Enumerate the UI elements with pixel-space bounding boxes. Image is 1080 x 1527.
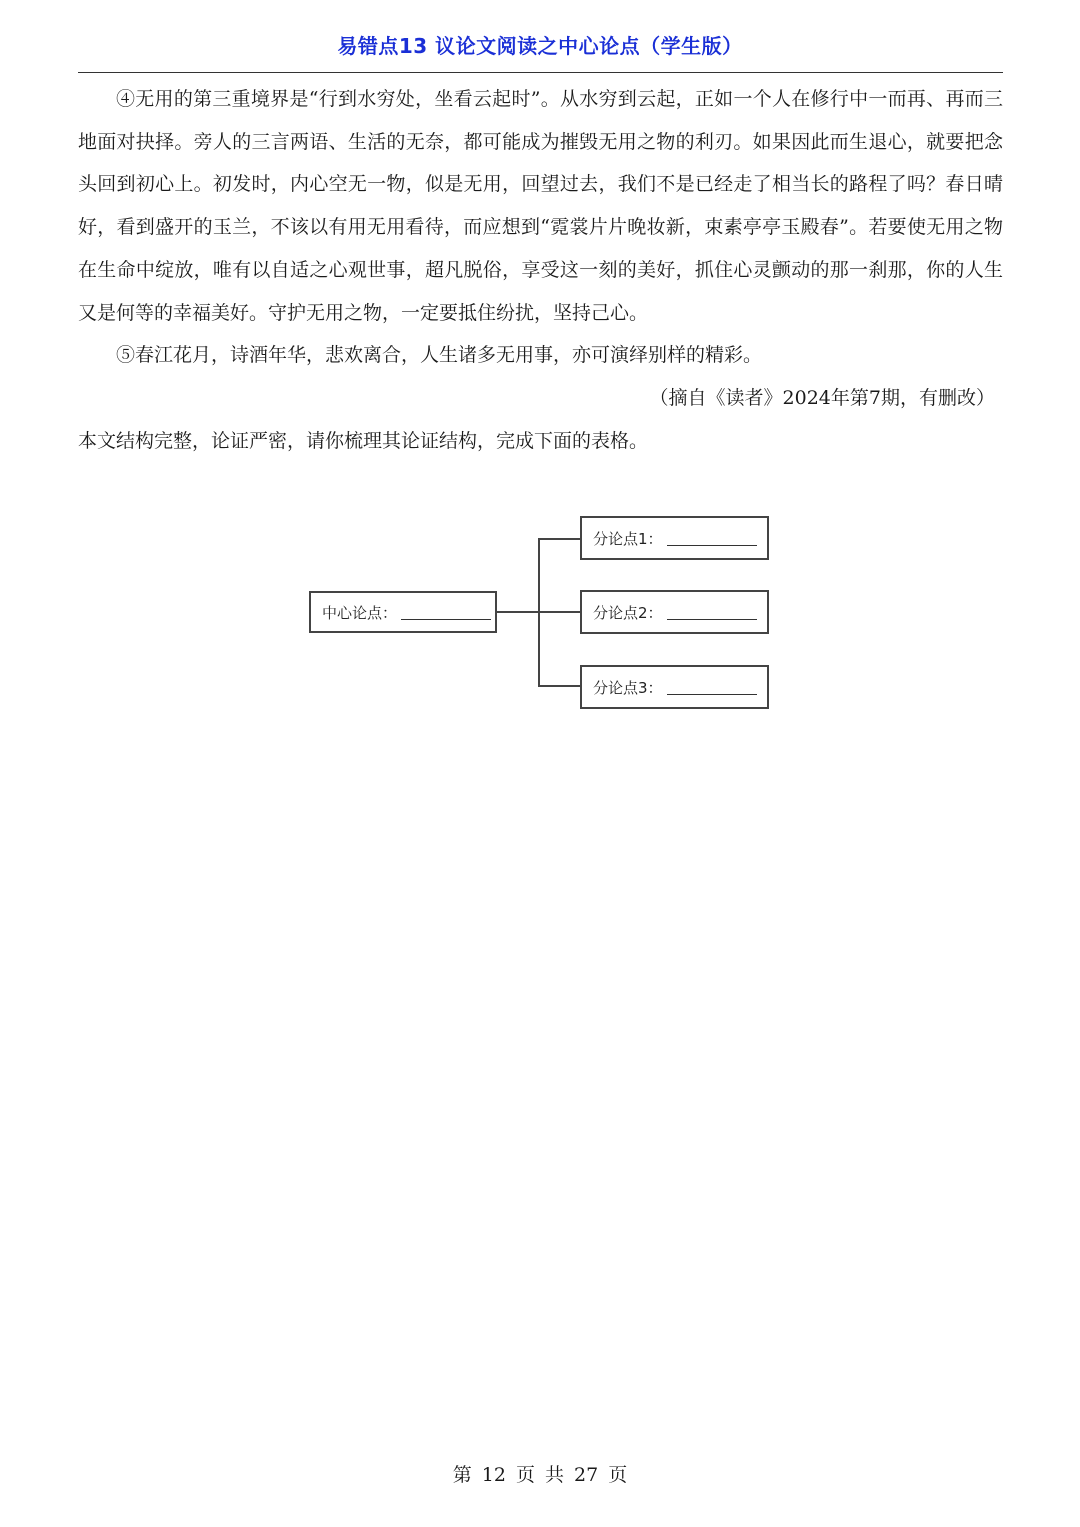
sub-argument-2-blank[interactable] (667, 605, 757, 620)
center-thesis-blank[interactable] (401, 605, 491, 620)
sub-argument-1-box (580, 516, 769, 560)
sub-argument-1-label: 分论点1： (593, 529, 663, 548)
sub-argument-3-box (580, 665, 769, 709)
page-header-title: 易错点13 议论文阅读之中心论点（学生版） (337, 34, 743, 58)
sub-argument-3-label: 分论点3： (593, 678, 663, 697)
article-source: （摘自《读者》2024年第7期，有删改） (649, 386, 995, 409)
connector-branch-1 (538, 538, 580, 540)
argument-structure-diagram (300, 512, 780, 717)
connector-branch-3 (538, 685, 580, 687)
center-thesis-label: 中心论点： (322, 603, 398, 622)
question-text: 本文结构完整，论证严密，请你梳理其论证结构，完成下面的表格。 (78, 429, 649, 452)
center-thesis-box (309, 591, 497, 633)
connector-center-horizontal (497, 611, 539, 613)
article-body (78, 78, 1003, 462)
paragraph-5: ⑤春江花月，诗酒年华，悲欢离合，人生诸多无用事，亦可演绎别样的精彩。 (116, 344, 763, 367)
sub-argument-2-box (580, 590, 769, 634)
paragraph-4: ④无用的第三重境界是“行到水穷处，坐看云起时”。从水穷到云起，正如一个人在修行中一而再、再而三地面对抉择。旁人的三言两语、生活的无奈，都可能成为摧毁无用之物的利刃。如果因此而生退心，就要把念头回到初心上。初发时，内心空无一物，似是无用，回望过去，我们不是已经走了相当长的路程了吗？春日晴好，看到盛开的玉兰，不该以有用无用看待，而应想到“霓裳片片晚妆新，束素亭亭玉殿春”。若要使无用之物在生命中绽放，唯有以自适之心观世事，超凡脱俗，享受这一刻的美好，抓住心灵颤动的那一刹那，你的人生又是何等的幸福美好。守护无用之物，一定要抵住纷扰，坚持己心。 (78, 88, 1003, 324)
page-number: 第 12 页 共 27 页 (452, 1464, 628, 1486)
sub-argument-2-label: 分论点2： (593, 603, 663, 622)
sub-argument-3-blank[interactable] (667, 680, 757, 695)
connector-branch-2 (538, 611, 580, 613)
header-divider (78, 72, 1003, 73)
sub-argument-1-blank[interactable] (667, 531, 757, 546)
